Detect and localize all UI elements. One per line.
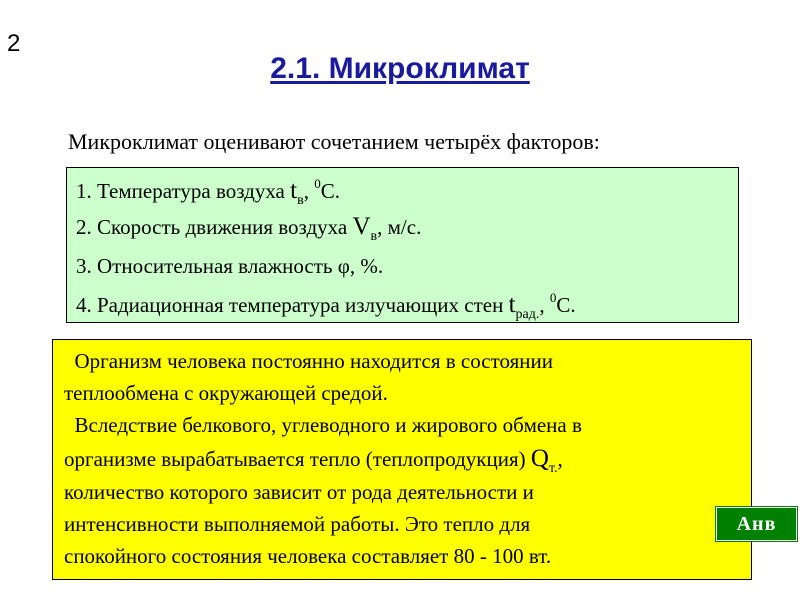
anv-button[interactable]: Анв bbox=[716, 507, 797, 541]
factor-item-humidity: 3. Относительная влажность φ, %. bbox=[76, 254, 384, 278]
heat-text-line: интенсивности выполняемой работы. Это тепло для bbox=[64, 512, 531, 536]
intro-text: Микроклимат оценивают сочетанием четырёх факторов: bbox=[68, 129, 600, 154]
factor-item-temperature: 1. Температура воздуха $t_в$, $^0$С. bbox=[76, 176, 340, 208]
slide-number: 2 bbox=[7, 30, 21, 57]
heat-text-line: количество которого зависит от рода деятельности и bbox=[64, 480, 534, 504]
heat-text-line: спокойного состояния человека составляет 80 - 100 вт. bbox=[64, 544, 552, 568]
heat-text-line: теплообмена с окружающей средой. bbox=[64, 381, 388, 405]
page-title: 2.1. Микроклимат bbox=[270, 52, 530, 85]
heat-text-line: организме вырабатывается тепло (теплопродукция) $Q_{т.}$, bbox=[64, 445, 563, 476]
factor-item-air-speed: 2. Скорость движения воздуха $V_в$, м/с. bbox=[76, 213, 422, 244]
heat-text-line: Вследствие белкового, углеводного и жирового обмена в bbox=[64, 413, 582, 437]
heat-text-line: Организм человека постоянно находится в состоянии bbox=[64, 349, 553, 373]
heat-exchange-box bbox=[52, 339, 752, 580]
factor-item-radiation-temperature: 4. Радиационная температура излучающих стен $t_{рад.}$, $^0$С. bbox=[76, 290, 576, 322]
factors-box bbox=[66, 167, 739, 323]
